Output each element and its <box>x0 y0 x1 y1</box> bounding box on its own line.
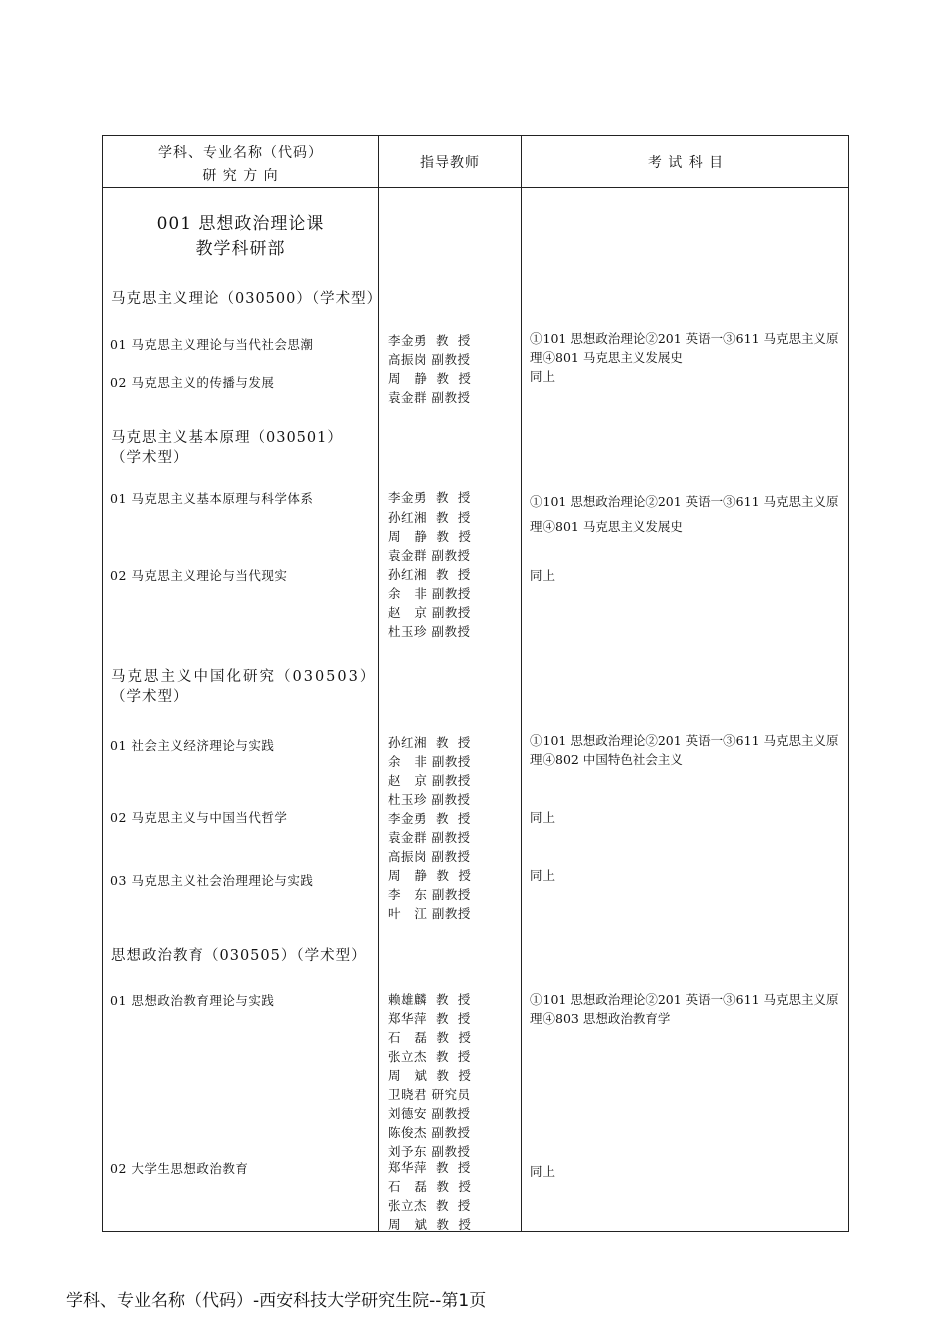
research-direction: 02 马克思主义理论与当代现实 <box>110 568 288 583</box>
advisor: 孙红湘 教 授 <box>388 510 471 525</box>
major-title-line2: （学术型） <box>111 689 189 705</box>
major-title-line1: 马克思主义基本原理（030501） <box>111 430 343 446</box>
major-title: 思想政治教育（030505）（学术型） <box>111 948 367 964</box>
research-direction: 01 思想政治教育理论与实践 <box>110 993 275 1008</box>
advisor: 张立杰 教 授 <box>388 1049 471 1064</box>
research-direction: 01 马克思主义基本原理与科学体系 <box>110 491 314 506</box>
header-col1-line2: 研 究 方 向 <box>202 168 279 184</box>
department-name-line1: 001 思想政治理论课 <box>156 214 325 234</box>
header-col2: 指导教师 <box>420 155 480 171</box>
advisor: 周 静 教 授 <box>388 371 472 386</box>
exam-subjects: 同上 <box>530 868 556 883</box>
advisor: 周 静 教 授 <box>388 529 472 544</box>
exam-subjects: 同上 <box>530 568 556 583</box>
major-title-line1: 马克思主义中国化研究（030503） <box>111 669 377 685</box>
advisor: 孙红湘 教 授 <box>388 735 471 750</box>
major-title: 马克思主义理论（030500）（学术型） <box>111 291 383 307</box>
advisor: 卫晓君 研究员 <box>388 1087 471 1102</box>
advisor: 高振岗 副教授 <box>388 849 471 864</box>
advisor: 李金勇 教 授 <box>388 490 471 505</box>
advisor: 孙红湘 教 授 <box>388 567 471 582</box>
advisor: 李 东 副教授 <box>388 887 471 902</box>
advisor: 余 非 副教授 <box>388 586 471 601</box>
research-direction: 01 马克思主义理论与当代社会思潮 <box>110 337 314 352</box>
research-direction: 01 社会主义经济理论与实践 <box>110 738 275 753</box>
advisor: 周 斌 教 授 <box>388 1217 472 1232</box>
research-direction: 02 马克思主义的传播与发展 <box>110 375 275 390</box>
header-col3: 考 试 科 目 <box>647 155 725 171</box>
advisor: 张立杰 教 授 <box>388 1198 471 1213</box>
header-divider <box>103 187 848 188</box>
advisor: 袁金群 副教授 <box>388 830 471 845</box>
exam-subjects: 同上 <box>530 369 556 384</box>
advisor: 陈俊杰 副教授 <box>388 1125 471 1140</box>
advisor: 郑华萍 教 授 <box>388 1011 471 1026</box>
column-divider <box>521 136 522 1231</box>
advisor: 刘德安 副教授 <box>388 1106 471 1121</box>
research-direction: 02 马克思主义与中国当代哲学 <box>110 810 288 825</box>
exam-subjects: ①101 思想政治理论②201 英语一③611 马克思主义原理④803 思想政治教育学 <box>530 992 839 1026</box>
major-title-line2: （学术型） <box>111 450 189 466</box>
exam-subjects: ①101 思想政治理论②201 英语一③611 马克思主义原理④802 中国特色社会主义 <box>530 733 839 767</box>
advisor: 刘予东 副教授 <box>388 1144 471 1159</box>
research-direction: 02 大学生思想政治教育 <box>110 1161 249 1176</box>
header-col1-line1: 学科、专业名称（代码） <box>158 145 323 161</box>
department-name-line2: 教学科研部 <box>195 239 286 259</box>
advisor: 杜玉珍 副教授 <box>388 624 471 639</box>
program-table <box>102 135 849 1232</box>
advisor: 叶 江 副教授 <box>388 906 471 921</box>
advisor: 郑华萍 教 授 <box>388 1160 471 1175</box>
exam-subjects: 同上 <box>530 810 556 825</box>
page-footer: 学科、专业名称（代码）-西安科技大学研究生院--第1页 <box>66 1291 487 1311</box>
advisor: 周 静 教 授 <box>388 868 472 883</box>
exam-subjects: 同上 <box>530 1164 556 1179</box>
advisor: 李金勇 教 授 <box>388 811 471 826</box>
advisor: 石 磊 教 授 <box>388 1030 472 1045</box>
advisor: 赵 京 副教授 <box>388 773 471 788</box>
exam-subjects: ①101 思想政治理论②201 英语一③611 马克思主义原理④801 马克思主义发展史 <box>530 494 839 534</box>
exam-subjects: ①101 思想政治理论②201 英语一③611 马克思主义原理④801 马克思主义发展史 <box>530 331 839 365</box>
advisor: 赖雄麟 教 授 <box>388 992 471 1007</box>
advisor: 高振岗 副教授 <box>388 352 471 367</box>
advisor: 余 非 副教授 <box>388 754 471 769</box>
advisor: 周 斌 教 授 <box>388 1068 472 1083</box>
advisor: 杜玉珍 副教授 <box>388 792 471 807</box>
advisor: 袁金群 副教授 <box>388 390 471 405</box>
advisor: 赵 京 副教授 <box>388 605 471 620</box>
advisor: 李金勇 教 授 <box>388 333 471 348</box>
advisor: 袁金群 副教授 <box>388 548 471 563</box>
advisor: 石 磊 教 授 <box>388 1179 472 1194</box>
research-direction: 03 马克思主义社会治理理论与实践 <box>110 873 314 888</box>
